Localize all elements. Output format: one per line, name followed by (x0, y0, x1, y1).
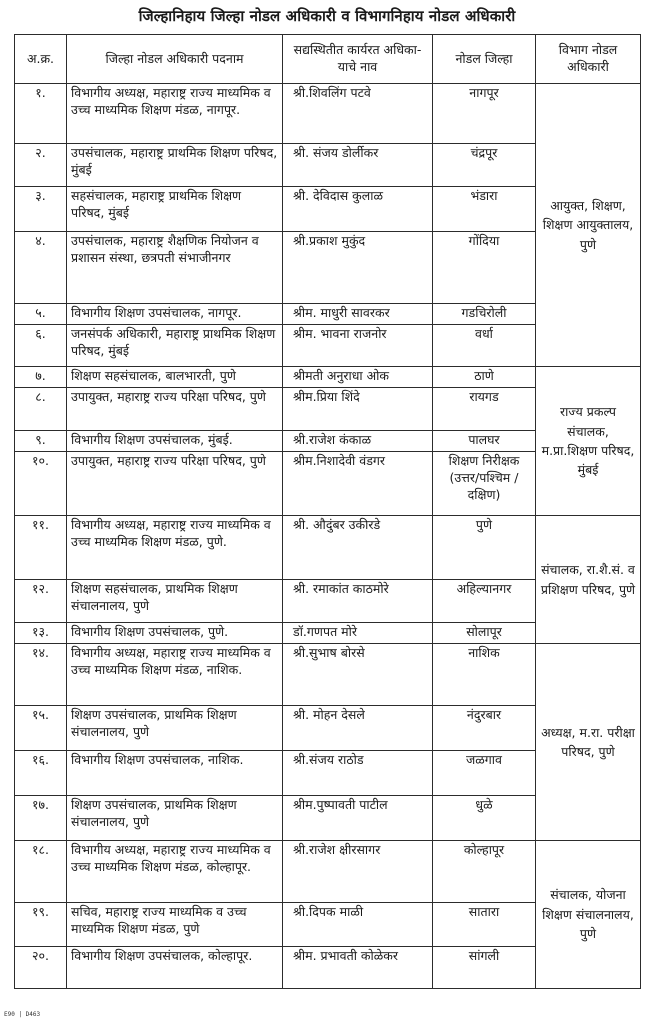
row-designation: विभागीय शिक्षण उपसंचालक, कोल्हापूर. (67, 947, 283, 989)
row-officer-name: श्रीम. माधुरी सावरकर (283, 304, 433, 325)
table-row (15, 516, 641, 580)
row-officer-name: श्रीम. प्रभावती कोळेकर (283, 947, 433, 989)
row-district: कोल्हापूर (433, 841, 536, 903)
row-serial: ७. (15, 367, 67, 388)
row-designation: उपायुक्त, महाराष्ट्र राज्य परिक्षा परिषद, पुणे (67, 452, 283, 516)
row-district: सांगली (433, 947, 536, 989)
row-serial: १९. (15, 903, 67, 947)
row-designation: विभागीय अध्यक्ष, महाराष्ट्र राज्य माध्यमिक व उच्च माध्यमिक शिक्षण मंडळ, नागपूर. (67, 84, 283, 144)
row-officer-name: श्री. देविदास कुलाळ (283, 187, 433, 232)
row-serial: २०. (15, 947, 67, 989)
row-district: सोलापूर (433, 623, 536, 644)
row-district: जळगाव (433, 751, 536, 796)
row-officer-name: श्री. रमाकांत काठमोरे (283, 580, 433, 623)
dept-nodal-officer: राज्य प्रकल्प संचालक, म.प्रा.शिक्षण परिषद, मुंबई (536, 367, 641, 516)
row-district: नंदुरबार (433, 706, 536, 751)
header-officer: सद्यस्थितीत कार्यरत अधिका-याचे नाव (283, 35, 433, 84)
row-district: वर्धा (433, 325, 536, 367)
row-officer-name: श्रीम.प्रिया शिंदे (283, 388, 433, 431)
row-district: गोंदिया (433, 232, 536, 304)
row-serial: ४. (15, 232, 67, 304)
row-officer-name: डॉ.गणपत मोरे (283, 623, 433, 644)
row-officer-name: श्रीम. भावना राजनोर (283, 325, 433, 367)
row-district: नागपूर (433, 84, 536, 144)
table-row (15, 367, 641, 388)
row-district: रायगड (433, 388, 536, 431)
row-district: गडचिरोली (433, 304, 536, 325)
row-district: पुणे (433, 516, 536, 580)
row-officer-name: श्री. मोहन देसले (283, 706, 433, 751)
row-serial: ६. (15, 325, 67, 367)
row-district: धुळे (433, 796, 536, 841)
row-district: शिक्षण निरीक्षक (उत्तर/पश्चिम / दक्षिण) (433, 452, 536, 516)
row-officer-name: श्रीमती अनुराधा ओक (283, 367, 433, 388)
row-designation: सहसंचालक, महाराष्ट्र प्राथमिक शिक्षण परिषद, मुंबई (67, 187, 283, 232)
row-designation: विभागीय शिक्षण उपसंचालक, नागपूर. (67, 304, 283, 325)
row-serial: १५. (15, 706, 67, 751)
row-designation: विभागीय शिक्षण उपसंचालक, नाशिक. (67, 751, 283, 796)
row-designation: शिक्षण सहसंचालक, प्राथमिक शिक्षण संचालनालय, पुणे (67, 580, 283, 623)
dept-nodal-officer: संचालक, रा.शै.सं. व प्रशिक्षण परिषद, पुणे (536, 516, 641, 644)
dept-nodal-officer: आयुक्त, शिक्षण, शिक्षण आयुक्तालय, पुणे (536, 84, 641, 367)
header-district: नोडल जिल्हा (433, 35, 536, 84)
row-designation: विभागीय अध्यक्ष, महाराष्ट्र राज्य माध्यमिक व उच्च माध्यमिक शिक्षण मंडळ, पुणे. (67, 516, 283, 580)
row-designation: शिक्षण उपसंचालक, प्राथमिक शिक्षण संचालनालय, पुणे (67, 706, 283, 751)
row-serial: १०. (15, 452, 67, 516)
row-designation: उपसंचालक, महाराष्ट्र शैक्षणिक नियोजन व प्रशासन संस्था, छत्रपती संभाजीनगर (67, 232, 283, 304)
row-district: नाशिक (433, 644, 536, 706)
row-designation: विभागीय अध्यक्ष, महाराष्ट्र राज्य माध्यमिक व उच्च माध्यमिक शिक्षण मंडळ, नाशिक. (67, 644, 283, 706)
row-officer-name: श्री.राजेश कंकाळ (283, 431, 433, 452)
nodal-officers-table (14, 34, 641, 989)
row-designation: शिक्षण उपसंचालक, प्राथमिक शिक्षण संचालनालय, पुणे (67, 796, 283, 841)
row-officer-name: श्रीम.पुष्पावती पाटील (283, 796, 433, 841)
table-header-row (15, 35, 641, 84)
table-body (15, 84, 641, 989)
header-dept: विभाग नोडल अधिकारी (536, 35, 641, 84)
row-serial: १८. (15, 841, 67, 903)
row-serial: ९. (15, 431, 67, 452)
page-title: जिल्हानिहाय जिल्हा नोडल अधिकारी व विभागनिहाय नोडल अधिकारी (138, 7, 516, 25)
row-district: चंद्रपूर (433, 144, 536, 187)
row-designation: विभागीय शिक्षण उपसंचालक, मुंबई. (67, 431, 283, 452)
row-designation: शिक्षण सहसंचालक, बालभारती, पुणे (67, 367, 283, 388)
row-officer-name: श्री.प्रकाश मुकुंद (283, 232, 433, 304)
row-designation: विभागीय अध्यक्ष, महाराष्ट्र राज्य माध्यमिक व उच्च माध्यमिक शिक्षण मंडळ, कोल्हापूर. (67, 841, 283, 903)
row-serial: ५. (15, 304, 67, 325)
header-designation: जिल्हा नोडल अधिकारी पदनाम (67, 35, 283, 84)
table-row (15, 84, 641, 144)
dept-nodal-officer: अध्यक्ष, म.रा. परीक्षा परिषद, पुणे (536, 644, 641, 841)
row-serial: २. (15, 144, 67, 187)
row-officer-name: श्री. औदुंबर उकीरडे (283, 516, 433, 580)
row-designation: उपायुक्त, महाराष्ट्र राज्य परिक्षा परिषद, पुणे (67, 388, 283, 431)
row-designation: जनसंपर्क अधिकारी, महाराष्ट्र प्राथमिक शिक्षण परिषद, मुंबई (67, 325, 283, 367)
row-officer-name: श्रीम.निशादेवी वंडगर (283, 452, 433, 516)
row-serial: १२. (15, 580, 67, 623)
row-serial: १३. (15, 623, 67, 644)
row-officer-name: श्री. संजय डोर्लीकर (283, 144, 433, 187)
row-serial: १७. (15, 796, 67, 841)
row-officer-name: श्री.संजय राठोड (283, 751, 433, 796)
row-officer-name: श्री.दिपक माळी (283, 903, 433, 947)
row-officer-name: श्री.राजेश क्षीरसागर (283, 841, 433, 903)
row-district: पालघर (433, 431, 536, 452)
row-serial: १. (15, 84, 67, 144)
row-serial: १६. (15, 751, 67, 796)
dept-nodal-officer: संचालक, योजना शिक्षण संचालनालय, पुणे (536, 841, 641, 989)
table-row (15, 644, 641, 706)
row-district: ठाणे (433, 367, 536, 388)
row-designation: उपसंचालक, महाराष्ट्र प्राथमिक शिक्षण परिषद, मुंबई (67, 144, 283, 187)
row-district: अहिल्यानगर (433, 580, 536, 623)
row-district: भंडारा (433, 187, 536, 232)
row-designation: सचिव, महाराष्ट्र राज्य माध्यमिक व उच्च माध्यमिक शिक्षण मंडळ, पुणे (67, 903, 283, 947)
row-designation: विभागीय शिक्षण उपसंचालक, पुणे. (67, 623, 283, 644)
footer-code: E90 | D463 (4, 1011, 41, 1018)
row-officer-name: श्री.सुभाष बोरसे (283, 644, 433, 706)
table-row (15, 841, 641, 903)
row-district: सातारा (433, 903, 536, 947)
row-serial: १४. (15, 644, 67, 706)
row-serial: ३. (15, 187, 67, 232)
header-sr: अ.क्र. (15, 35, 67, 84)
row-serial: ११. (15, 516, 67, 580)
row-serial: ८. (15, 388, 67, 431)
row-officer-name: श्री.शिवलिंग पटवे (283, 84, 433, 144)
